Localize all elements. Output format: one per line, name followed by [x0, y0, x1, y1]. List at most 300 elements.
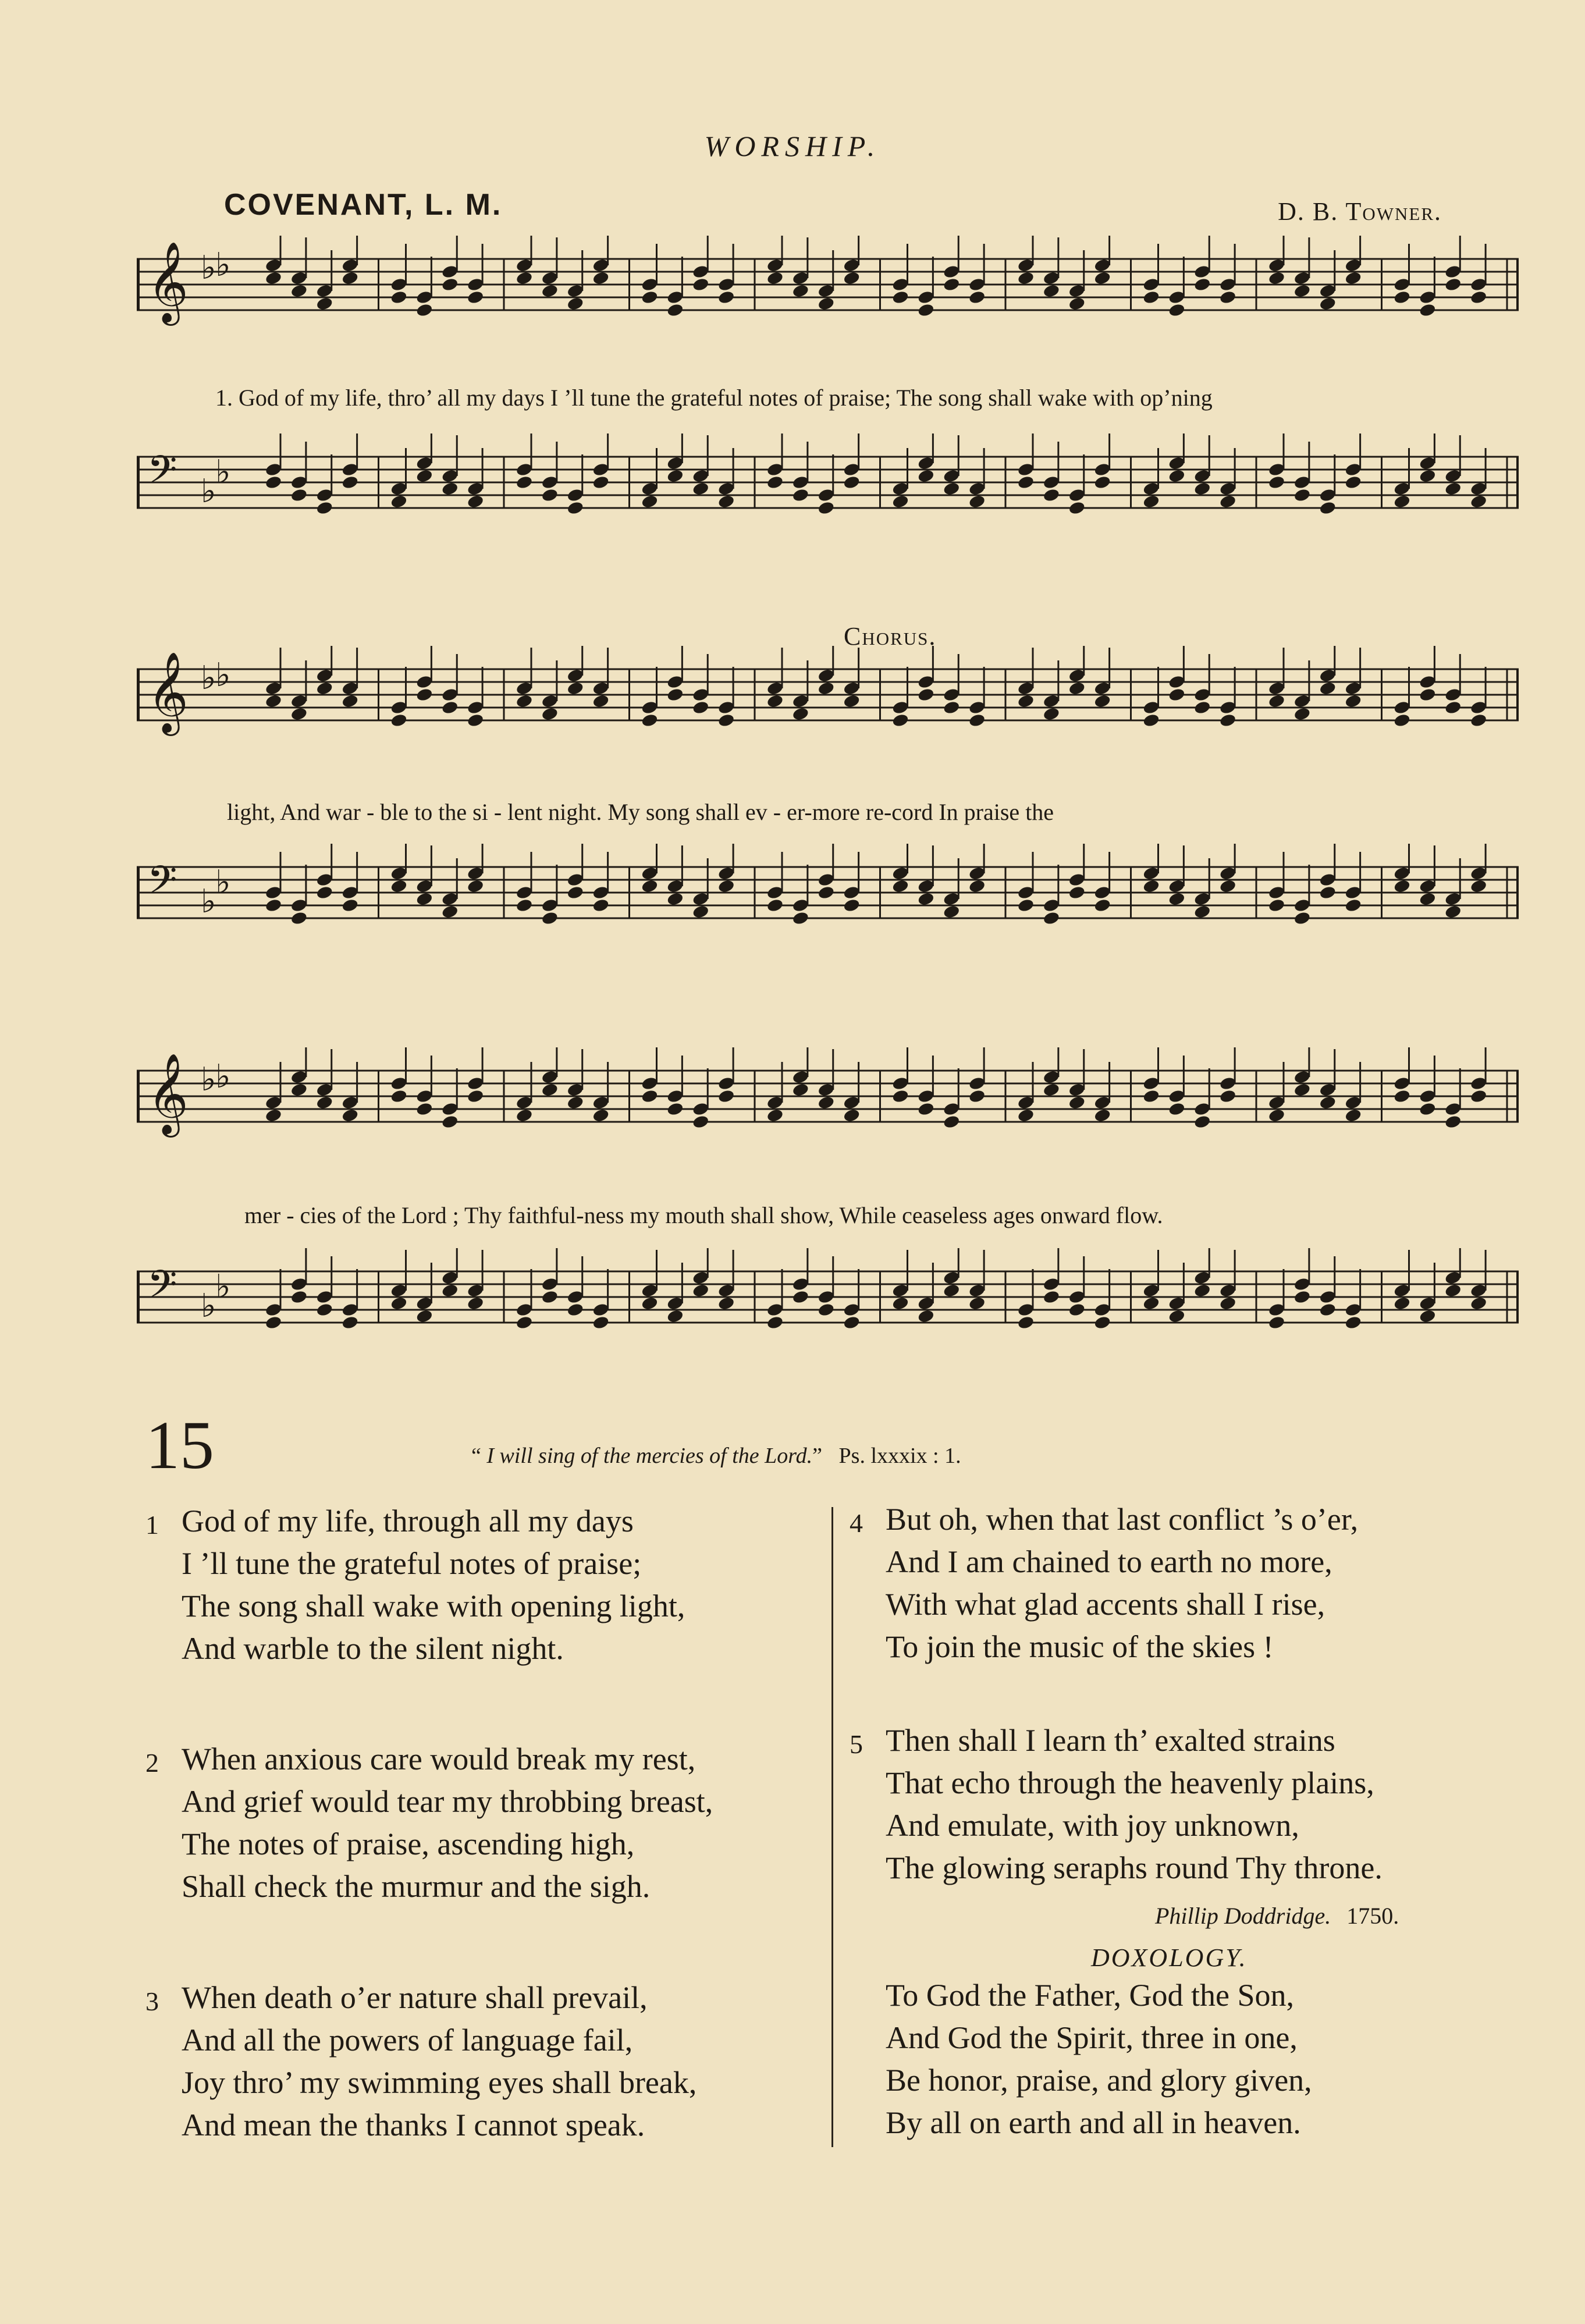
bass-staff-3: [137, 1248, 1519, 1359]
music-system-2: [137, 646, 1519, 960]
stanza-line: And grief would tear my throbbing breast,: [182, 1784, 713, 1819]
note-head: [566, 1302, 584, 1317]
note-head: [843, 271, 861, 286]
bass-clef-icon: 𝄢: [147, 450, 177, 501]
note-head: [1093, 475, 1111, 490]
note-head: [1319, 296, 1337, 311]
stanza-line: Joy thro’ my swimming eyes shall break,: [182, 2065, 697, 2100]
note-head: [717, 713, 735, 728]
note-head: [390, 290, 408, 305]
note-head: [666, 891, 684, 907]
hymn-number: 15: [145, 1407, 214, 1483]
note-head: [1168, 303, 1186, 318]
note-head: [766, 694, 784, 709]
stanza-line: And mean the thanks I cannot speak.: [182, 2108, 645, 2142]
lyric-line-2: light, And war - ble to the si - lent night. My song shall ev - er-more re-cord In praise the: [227, 799, 1054, 825]
note-head: [666, 468, 684, 484]
note-head: [641, 1296, 659, 1311]
note-head: [315, 296, 333, 311]
author-credit: [1155, 1892, 1399, 1937]
note-head: [692, 481, 710, 496]
treble-staff-3: [137, 1047, 1519, 1158]
note-head: [1142, 494, 1160, 509]
note-head: [516, 694, 534, 709]
stanza-line: When death o’er nature shall prevail,: [182, 1980, 648, 2015]
note-head: [1293, 706, 1312, 722]
note-head: [315, 1095, 333, 1110]
note-head: [1168, 1101, 1186, 1117]
doxology-line: Be honor, praise, and glory given,: [886, 2063, 1312, 2098]
stanza-line: The notes of praise, ascending high,: [182, 1826, 635, 1861]
bass-clef-icon: 𝄢: [147, 1264, 177, 1316]
note-head: [1093, 1108, 1111, 1123]
note-head: [692, 277, 710, 292]
note-head: [341, 475, 359, 490]
note-head: [817, 296, 835, 311]
note-head: [1344, 1108, 1362, 1123]
note-head: [541, 488, 559, 503]
note-head: [415, 468, 433, 484]
note-head: [1219, 1089, 1237, 1104]
note-head: [341, 694, 359, 709]
note-head: [1470, 494, 1488, 509]
doxology: [886, 1974, 1312, 2144]
note-head: [1068, 1095, 1086, 1110]
treble-clef-icon: 𝄞: [147, 243, 189, 321]
note-head: [415, 891, 433, 907]
note-head: [1093, 898, 1111, 913]
music-system-3: [137, 1047, 1519, 1373]
note-head: [290, 1082, 308, 1097]
note-head: [1319, 885, 1337, 900]
note-head: [692, 1114, 710, 1129]
note-head: [692, 904, 710, 919]
note-head: [943, 481, 961, 496]
note-head: [1344, 1315, 1362, 1330]
note-head: [817, 1095, 835, 1110]
note-head: [390, 1089, 408, 1104]
note-head: [390, 494, 408, 509]
note-head: [415, 1101, 433, 1117]
note-head: [1168, 687, 1186, 702]
note-head: [968, 713, 986, 728]
note-head: [1444, 1114, 1462, 1129]
stanza-line: I ’ll tune the grateful notes of praise;: [182, 1546, 642, 1581]
note-head: [1344, 475, 1362, 490]
note-head: [1168, 1309, 1186, 1324]
note-head: [891, 1296, 909, 1311]
flat-icon: ♭: [201, 660, 216, 697]
note-head: [943, 1114, 961, 1129]
bass-staff-1: [137, 433, 1519, 544]
note-head: [1293, 1082, 1312, 1097]
note-head: [290, 488, 308, 503]
note-head: [717, 290, 735, 305]
doxology-line: By all on earth and all in heaven.: [886, 2105, 1301, 2140]
note-head: [943, 700, 961, 715]
note-head: [1193, 481, 1211, 496]
note-head: [1068, 885, 1086, 900]
stanza-line: And warble to the silent night.: [182, 1631, 564, 1666]
note-head: [1444, 700, 1462, 715]
note-head: [917, 303, 935, 318]
note-head: [341, 1108, 359, 1123]
flat-icon: ♭: [201, 474, 216, 510]
note-head: [917, 687, 935, 702]
tune-name: COVENANT, L. M.: [224, 188, 503, 222]
note-head: [467, 713, 485, 728]
note-head: [968, 290, 986, 305]
note-head: [641, 1089, 659, 1104]
note-head: [441, 481, 459, 496]
note-head: [1068, 296, 1086, 311]
note-head: [265, 898, 283, 913]
note-head: [1268, 1315, 1286, 1330]
stanza-line: But oh, when that last conflict ’s o’er,: [886, 1502, 1359, 1537]
note-head: [592, 475, 610, 490]
note-head: [792, 1082, 810, 1097]
note-head: [717, 1296, 735, 1311]
note-head: [766, 1108, 784, 1123]
epigraph-reference: Ps. lxxxix : 1.: [838, 1444, 961, 1468]
note-head: [315, 681, 333, 696]
note-head: [1142, 713, 1160, 728]
note-head: [766, 271, 784, 286]
note-head: [968, 879, 986, 894]
note-head: [817, 1302, 835, 1317]
note-head: [516, 898, 534, 913]
flat-icon: ♭: [215, 247, 231, 283]
note-head: [566, 500, 584, 516]
treble-staff-1: [137, 236, 1519, 346]
note-head: [1193, 700, 1211, 715]
note-head: [1193, 904, 1211, 919]
note-head: [1470, 290, 1488, 305]
stanza-line: With what glad accents shall I rise,: [886, 1587, 1325, 1622]
note-head: [891, 713, 909, 728]
note-head: [666, 1101, 684, 1117]
note-head: [1193, 1114, 1211, 1129]
note-head: [1017, 1315, 1035, 1330]
note-head: [666, 687, 684, 702]
note-head: [290, 911, 308, 926]
note-head: [1419, 891, 1437, 907]
note-head: [1444, 481, 1462, 496]
note-head: [1219, 713, 1237, 728]
note-head: [441, 1114, 459, 1129]
note-head: [566, 681, 584, 696]
note-head: [717, 494, 735, 509]
note-head: [341, 898, 359, 913]
composer: D. B. Towner.: [1278, 197, 1442, 226]
note-head: [516, 1315, 534, 1330]
stanza-line: And I am chained to earth no more,: [886, 1544, 1332, 1579]
note-head: [717, 1089, 735, 1104]
note-head: [1017, 1108, 1035, 1123]
note-head: [1293, 1289, 1312, 1305]
note-head: [1043, 1289, 1061, 1305]
note-head: [1268, 1108, 1286, 1123]
stanza-line: To join the music of the skies !: [886, 1629, 1274, 1664]
note-head: [1444, 277, 1462, 292]
note-head: [1193, 1283, 1211, 1298]
note-head: [1393, 713, 1411, 728]
flat-icon: ♭: [215, 1059, 231, 1095]
note-head: [843, 1108, 861, 1123]
note-head: [516, 475, 534, 490]
note-head: [1017, 694, 1035, 709]
flat-icon: ♭: [201, 1062, 216, 1098]
note-head: [666, 303, 684, 318]
note-head: [265, 1108, 283, 1123]
note-head: [467, 879, 485, 894]
note-head: [1142, 1296, 1160, 1311]
note-head: [817, 500, 835, 516]
note-head: [943, 277, 961, 292]
note-head: [1419, 468, 1437, 484]
note-head: [968, 1296, 986, 1311]
stanza-line: And all the powers of language fail,: [182, 2023, 633, 2058]
note-head: [1268, 694, 1286, 709]
note-head: [441, 277, 459, 292]
stanza-line: God of my life, through all my days: [182, 1504, 634, 1538]
section-heading: WORSHIP.: [704, 130, 881, 162]
note-head: [265, 694, 283, 709]
note-head: [441, 700, 459, 715]
doxology-line: And God the Spirit, three in one,: [886, 2020, 1298, 2055]
note-head: [592, 271, 610, 286]
note-head: [1268, 475, 1286, 490]
chorus-label: Chorus.: [844, 622, 937, 651]
note-head: [666, 1309, 684, 1324]
flat-icon: ♭: [201, 884, 216, 920]
note-head: [817, 681, 835, 696]
flat-icon: ♭: [215, 454, 231, 491]
note-head: [1470, 879, 1488, 894]
stanza-number: 2: [145, 1748, 159, 1778]
note-head: [1043, 1082, 1061, 1097]
note-head: [766, 1315, 784, 1330]
note-head: [843, 694, 861, 709]
note-head: [1344, 898, 1362, 913]
flat-icon: ♭: [201, 1288, 216, 1324]
lyric-line-1: 1. God of my life, thro’ all my days I ’ll tune the grateful notes of praise; The song shall wake with op’ning: [215, 385, 1213, 411]
note-head: [1444, 904, 1462, 919]
note-head: [766, 475, 784, 490]
note-head: [692, 1283, 710, 1298]
note-head: [1043, 283, 1061, 299]
note-head: [792, 911, 810, 926]
note-head: [843, 1315, 861, 1330]
treble-clef-icon: 𝄞: [147, 653, 189, 731]
note-head: [1393, 290, 1411, 305]
note-head: [415, 1309, 433, 1324]
music-system-1: [137, 236, 1519, 550]
bass-clef-icon: 𝄢: [147, 860, 177, 911]
note-head: [415, 303, 433, 318]
note-head: [290, 1289, 308, 1305]
note-head: [891, 494, 909, 509]
note-head: [917, 468, 935, 484]
flat-icon: ♭: [215, 658, 231, 694]
note-head: [566, 885, 584, 900]
note-head: [641, 713, 659, 728]
note-head: [516, 1108, 534, 1123]
note-head: [1419, 687, 1437, 702]
note-head: [315, 500, 333, 516]
note-head: [1068, 1302, 1086, 1317]
note-head: [265, 1315, 283, 1330]
flat-icon: ♭: [215, 865, 231, 901]
epigraph-quote: I will sing of the mercies of the Lord.: [486, 1444, 813, 1468]
note-head: [843, 898, 861, 913]
note-head: [943, 1283, 961, 1298]
note-head: [1043, 911, 1061, 926]
note-head: [1017, 271, 1035, 286]
note-head: [766, 898, 784, 913]
note-head: [1293, 488, 1312, 503]
note-head: [843, 475, 861, 490]
note-head: [541, 283, 559, 299]
note-head: [1168, 891, 1186, 907]
treble-clef-icon: 𝄞: [147, 1055, 189, 1132]
note-head: [390, 1296, 408, 1311]
treble-staff-2: [137, 646, 1519, 756]
note-head: [917, 891, 935, 907]
note-head: [1093, 271, 1111, 286]
note-head: [541, 1289, 559, 1305]
note-head: [692, 700, 710, 715]
note-head: [315, 1302, 333, 1317]
note-head: [516, 271, 534, 286]
note-head: [1344, 271, 1362, 286]
note-head: [1393, 1296, 1411, 1311]
note-head: [1470, 1089, 1488, 1104]
note-head: [1168, 468, 1186, 484]
note-head: [592, 694, 610, 709]
note-head: [541, 911, 559, 926]
stanza-line: When anxious care would break my rest,: [182, 1742, 696, 1776]
column-divider: [831, 1507, 833, 2147]
note-head: [792, 283, 810, 299]
note-head: [467, 290, 485, 305]
note-head: [917, 1101, 935, 1117]
note-head: [1319, 1302, 1337, 1317]
stanza-line: Then shall I learn th’ exalted strains: [886, 1723, 1335, 1758]
note-head: [717, 879, 735, 894]
note-head: [467, 1296, 485, 1311]
stanza-line: And emulate, with joy unknown,: [886, 1808, 1299, 1843]
note-head: [290, 706, 308, 722]
note-head: [467, 1089, 485, 1104]
doxology-heading: DOXOLOGY.: [1091, 1943, 1248, 1972]
note-head: [1444, 1283, 1462, 1298]
note-head: [1142, 1089, 1160, 1104]
stanza-line: That echo through the heavenly plains,: [886, 1765, 1374, 1800]
note-head: [1268, 271, 1286, 286]
note-head: [792, 706, 810, 722]
note-head: [641, 290, 659, 305]
note-head: [566, 296, 584, 311]
note-head: [390, 879, 408, 894]
note-head: [1093, 694, 1111, 709]
note-head: [891, 879, 909, 894]
note-head: [341, 271, 359, 286]
lyric-line-3: mer - cies of the Lord ; Thy faithful-ness my mouth shall show, While ceaseless ages onward flow.: [244, 1202, 1163, 1228]
note-head: [1068, 681, 1086, 696]
note-head: [792, 488, 810, 503]
note-head: [1319, 681, 1337, 696]
note-head: [592, 1108, 610, 1123]
note-head: [592, 898, 610, 913]
note-head: [1344, 694, 1362, 709]
note-head: [1219, 494, 1237, 509]
note-head: [1393, 494, 1411, 509]
note-head: [441, 904, 459, 919]
note-head: [1068, 500, 1086, 516]
stanza-number: 4: [850, 1508, 863, 1538]
note-head: [315, 885, 333, 900]
flat-icon: ♭: [201, 250, 216, 286]
note-head: [968, 494, 986, 509]
note-head: [1419, 1101, 1437, 1117]
note-head: [467, 494, 485, 509]
note-head: [641, 494, 659, 509]
note-head: [1043, 706, 1061, 722]
note-head: [917, 1309, 935, 1324]
note-head: [1319, 500, 1337, 516]
note-head: [541, 1082, 559, 1097]
author-name: Phillip Doddridge.: [1155, 1903, 1331, 1929]
note-head: [1219, 290, 1237, 305]
note-head: [1419, 303, 1437, 318]
note-head: [1219, 1296, 1237, 1311]
note-head: [1319, 1095, 1337, 1110]
note-head: [1017, 898, 1035, 913]
note-head: [817, 885, 835, 900]
bass-staff-2: [137, 844, 1519, 954]
note-head: [891, 1089, 909, 1104]
note-head: [1293, 283, 1312, 299]
note-head: [1293, 911, 1312, 926]
stanza-line: The song shall wake with opening light,: [182, 1589, 685, 1623]
flat-icon: ♭: [215, 1269, 231, 1305]
stanza-number: 3: [145, 1987, 159, 2016]
note-head: [265, 475, 283, 490]
note-head: [1193, 277, 1211, 292]
note-head: [441, 1283, 459, 1298]
note-head: [566, 1095, 584, 1110]
note-head: [1219, 879, 1237, 894]
note-head: [541, 706, 559, 722]
note-head: [1470, 713, 1488, 728]
note-head: [290, 283, 308, 299]
note-head: [265, 271, 283, 286]
note-head: [891, 290, 909, 305]
note-head: [943, 904, 961, 919]
note-head: [792, 1289, 810, 1305]
note-head: [1268, 898, 1286, 913]
note-head: [415, 687, 433, 702]
epigraph: “ I will sing of the mercies of the Lord.” Ps. lxxxix : 1.: [471, 1444, 961, 1468]
note-head: [1393, 879, 1411, 894]
stanza-number: 1: [145, 1510, 159, 1540]
author-year: 1750.: [1346, 1903, 1399, 1929]
stanza-line: Shall check the murmur and the sigh.: [182, 1869, 651, 1904]
note-head: [1393, 1089, 1411, 1104]
note-head: [592, 1315, 610, 1330]
doxology-line: To God the Father, God the Son,: [886, 1978, 1294, 2013]
